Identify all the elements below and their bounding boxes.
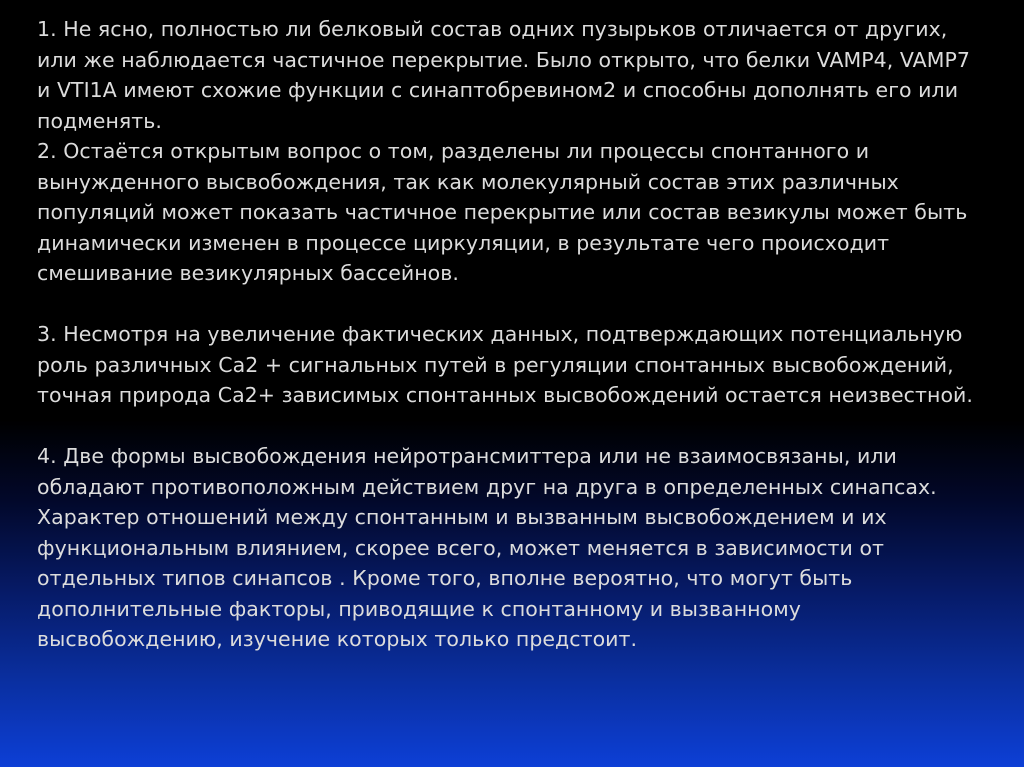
text-line: подменять. bbox=[37, 108, 162, 133]
text-line: 2. Остаётся открытым вопрос о том, разделены ли процессы спонтанного и bbox=[37, 139, 870, 163]
slide-text-body bbox=[37, 14, 997, 655]
paragraph-spacer bbox=[37, 289, 997, 320]
text-line: дополнительные факторы, приводящие к спонтанному и вызванному bbox=[37, 596, 801, 621]
text-line: роль различных Ca2 + сигнальных путей в регуляции спонтанных высвобождений, bbox=[37, 352, 954, 377]
text-line: 1. Не ясно, полностью ли белковый состав одних пузырьков отличается от других, bbox=[37, 17, 948, 41]
paragraph-2 bbox=[37, 136, 997, 289]
text-line: точная природа Ca2+ зависимых спонтанных высвобождений остается неизвестной. bbox=[37, 383, 973, 407]
text-line: Характер отношений между спонтанным и вызванным высвобождением и их bbox=[37, 505, 887, 529]
text-line: популяций может показать частичное перекрытие или состав везикулы может быть bbox=[37, 200, 968, 224]
paragraph-4 bbox=[37, 441, 997, 655]
text-line: функциональным влиянием, скорее всего, может меняется в зависимости от bbox=[37, 535, 885, 560]
text-line: 3. Несмотря на увеличение фактических данных, подтверждающих потенциальную bbox=[37, 322, 963, 346]
paragraph-1 bbox=[37, 14, 997, 136]
text-line: вынужденного высвобождения, так как молекулярный состав этих различных bbox=[37, 169, 899, 194]
text-line: или же наблюдается частичное перекрытие. Было открыто, что белки VAMP4, VAMP7 bbox=[37, 47, 970, 72]
text-line: отдельных типов синапсов . Кроме того, вполне вероятно, что могут быть bbox=[37, 566, 853, 590]
paragraph-3 bbox=[37, 319, 997, 411]
text-line: 4. Две формы высвобождения нейротрансмиттера или не взаимосвязаны, или bbox=[37, 444, 897, 468]
text-line: обладают противоположным действием друг на друга в определенных синапсах. bbox=[37, 474, 937, 499]
text-line: высвобождению, изучение которых только предстоит. bbox=[37, 627, 638, 651]
text-line: динамически изменен в процессе циркуляции, в результате чего происходит bbox=[37, 230, 890, 255]
paragraph-spacer bbox=[37, 411, 997, 442]
text-line: смешивание везикулярных бассейнов. bbox=[37, 261, 459, 285]
text-line: и VTI1A имеют схожие функции с синаптобревином2 и способны дополнять его или bbox=[37, 78, 959, 102]
